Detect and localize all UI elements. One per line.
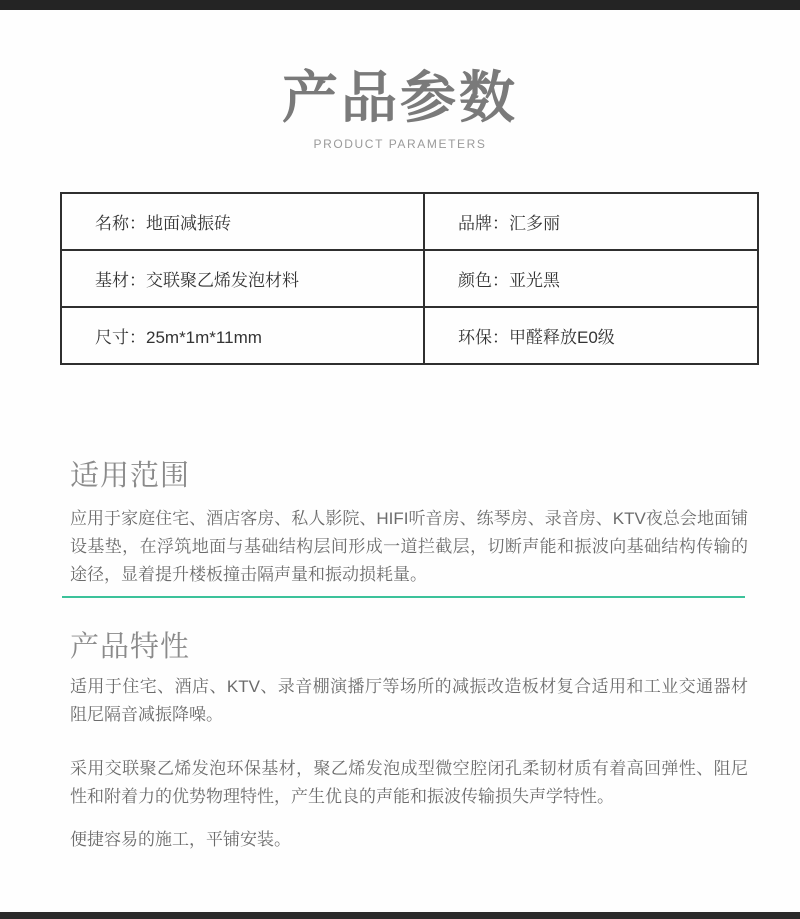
spec-table (60, 192, 759, 365)
top-border-bar (0, 0, 800, 10)
page-header (0, 10, 800, 151)
table-row (61, 193, 758, 250)
content-area (70, 453, 748, 854)
table-row (61, 307, 758, 364)
section-divider (62, 596, 745, 598)
table-row (61, 250, 758, 307)
page-title: 产品参数 (282, 66, 518, 129)
scope-paragraph: 应用于家庭住宅、酒店客房、私人影院、HIFI听音房、练琴房、录音房、KTV夜总会地面铺设基垫，在浮筑地面与基础结构层间形成一道拦截层，切断声能和振波向基础结构传输的途径，显着提升楼板撞击隔声量和振动损耗量。 (70, 509, 748, 584)
spec-name-cell: 名称：地面减振砖 (61, 193, 424, 250)
spec-material-cell: 基材：交联聚乙烯发泡材料 (61, 250, 424, 307)
features-section-heading: 产品特性 (70, 631, 191, 663)
spec-eco-cell: 环保：甲醛释放E0级 (424, 307, 758, 364)
features-paragraph-2: 采用交联聚乙烯发泡环保基材，聚乙烯发泡成型微空腔闭孔柔韧材质有着高回弹性、阻尼性和附着力的优势物理特性，产生优良的声能和振波传输损失声学特性。 (70, 759, 748, 806)
spec-color-cell: 颜色：亚光黑 (424, 250, 758, 307)
features-paragraph-3: 便捷容易的施工，平铺安装。 (70, 830, 291, 849)
page-subtitle: PRODUCT PARAMETERS (313, 137, 487, 151)
spec-brand-cell: 品牌：汇多丽 (424, 193, 758, 250)
scope-section-heading: 适用范围 (70, 460, 191, 492)
features-paragraph-1: 适用于住宅、酒店、KTV、录音棚演播厅等场所的减振改造板材复合适用和工业交通器材阻尼隔音减振降噪。 (70, 677, 748, 724)
spec-size-cell: 尺寸：25m*1m*11mm (61, 307, 424, 364)
bottom-border-bar (0, 912, 800, 919)
